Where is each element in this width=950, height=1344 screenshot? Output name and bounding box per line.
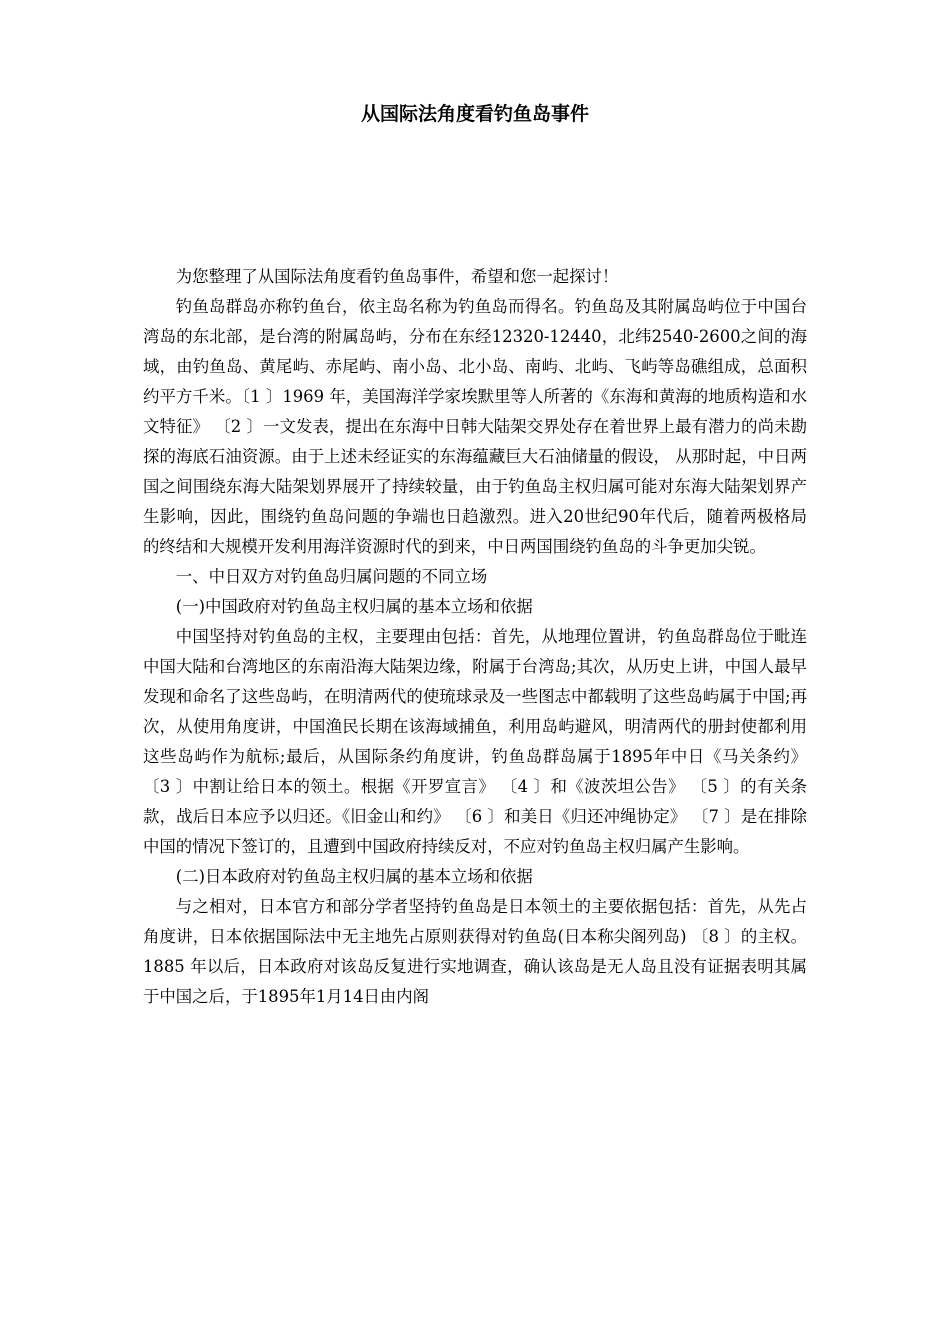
section-heading-1: 一、中日双方对钓鱼岛归属问题的不同立场 (175, 567, 488, 586)
japan-position-paragraph: 与之相对，日本官方和部分学者坚持钓鱼岛是日本领土的主要依据包括：首先，从先占角度讲，日本依据国际法中无主地先占原则获得对钓鱼岛(日本称尖阁列岛) 〔8 〕的主权。1885 年以后，日本政府对该岛反复进行实地调查，确认该岛是无人岛且没有证据表明其属于中国之后，于1895年1月14日由内阁 (143, 897, 807, 1006)
intro-paragraph: 为您整理了从国际法角度看钓鱼岛事件，希望和您一起探讨！ (175, 267, 619, 286)
subsection-heading-1: (一)中国政府对钓鱼岛主权归属的基本立场和依据 (175, 597, 533, 616)
document-body (143, 262, 807, 1012)
subsection-heading-2: (二)日本政府对钓鱼岛主权归属的基本立场和依据 (175, 867, 533, 886)
china-position-paragraph: 中国坚持对钓鱼岛的主权，主要理由包括：首先，从地理位置讲，钓鱼岛群岛位于毗连中国大陆和台湾地区的东南沿海大陆架边缘，附属于台湾岛;其次，从历史上讲，中国人最早发现和命名了这些岛屿，在明清两代的使琉球录及一些图志中都载明了这些岛屿属于中国;再次，从使用角度讲，中国渔民长期在该海域捕鱼，利用岛屿避风，明清两代的册封使都利用这些岛屿作为航标;最后，从国际条约角度讲，钓鱼岛群岛属于1895年中日《马关条约》 〔3 〕中割让给日本的领土。根据《开罗宣言》 〔4 〕和《波茨坦公告》 〔5 〕的有关条款，战后日本应予以归还。《旧金山和约》 〔6 〕和美日《归还冲绳协定》 〔7 〕是在排除中国的情况下签订的，且遭到中国政府持续反对，不应对钓鱼岛主权归属产生影响。 (143, 627, 807, 856)
document-title: 从国际法角度看钓鱼岛事件 (360, 103, 589, 125)
background-paragraph: 钓鱼岛群岛亦称钓鱼台，依主岛名称为钓鱼岛而得名。钓鱼岛及其附属岛屿位于中国台湾岛的东北部，是台湾的附属岛屿，分布在东经12320-12440，北纬2540-2600之间的海域，由钓鱼岛、黄尾屿、赤尾屿、南小岛、北小岛、南屿、北屿、飞屿等岛礁组成，总面积约平方千米。〔1 〕1969 年，美国海洋学家埃默里等人所著的《东海和黄海的地质构造和水文特征》 〔2 〕一文发表，提出在东海中日韩大陆架交界处存在着世界上最有潜力的尚未勘探的海底石油资源。由于上述未经证实的东海蕴藏巨大石油储量的假设， 从那时起，中日两国之间围绕东海大陆架划界展开了持续较量，由于钓鱼岛主权归属可能对东海大陆架划界产生影响，因此，围绕钓鱼岛问题的争端也日趋激烈。进入20世纪90年代后，随着两极格局的终结和大规模开发利用海洋资源时代的到来，中日两国围绕钓鱼岛的斗争更加尖锐。 (143, 297, 807, 556)
